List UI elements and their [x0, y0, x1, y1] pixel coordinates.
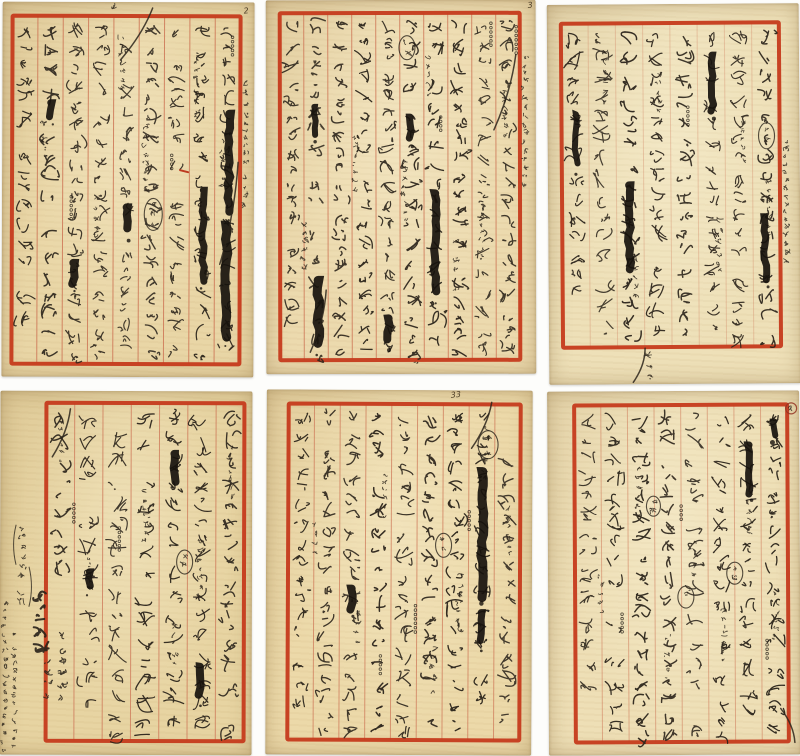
handwriting-svg	[547, 3, 800, 385]
manuscript-page-4	[0, 391, 252, 756]
signature-year	[40, 655, 56, 709]
handwriting-svg	[547, 390, 800, 755]
handwriting-svg	[266, 0, 537, 374]
manuscript-page-2	[266, 0, 537, 374]
manuscript-page-3	[547, 3, 800, 385]
page-number-annotation: 33	[450, 389, 462, 400]
manuscript-page-5	[265, 389, 533, 755]
handwriting-svg	[1, 2, 254, 378]
page-number-annotation: 2	[243, 6, 250, 16]
handwriting-svg	[0, 391, 252, 756]
handwriting-svg	[265, 389, 533, 755]
signature-date	[54, 629, 72, 705]
page-number-annotation: 3	[527, 0, 534, 11]
manuscript-page-1	[1, 2, 254, 378]
manuscript-page-6	[547, 390, 800, 755]
